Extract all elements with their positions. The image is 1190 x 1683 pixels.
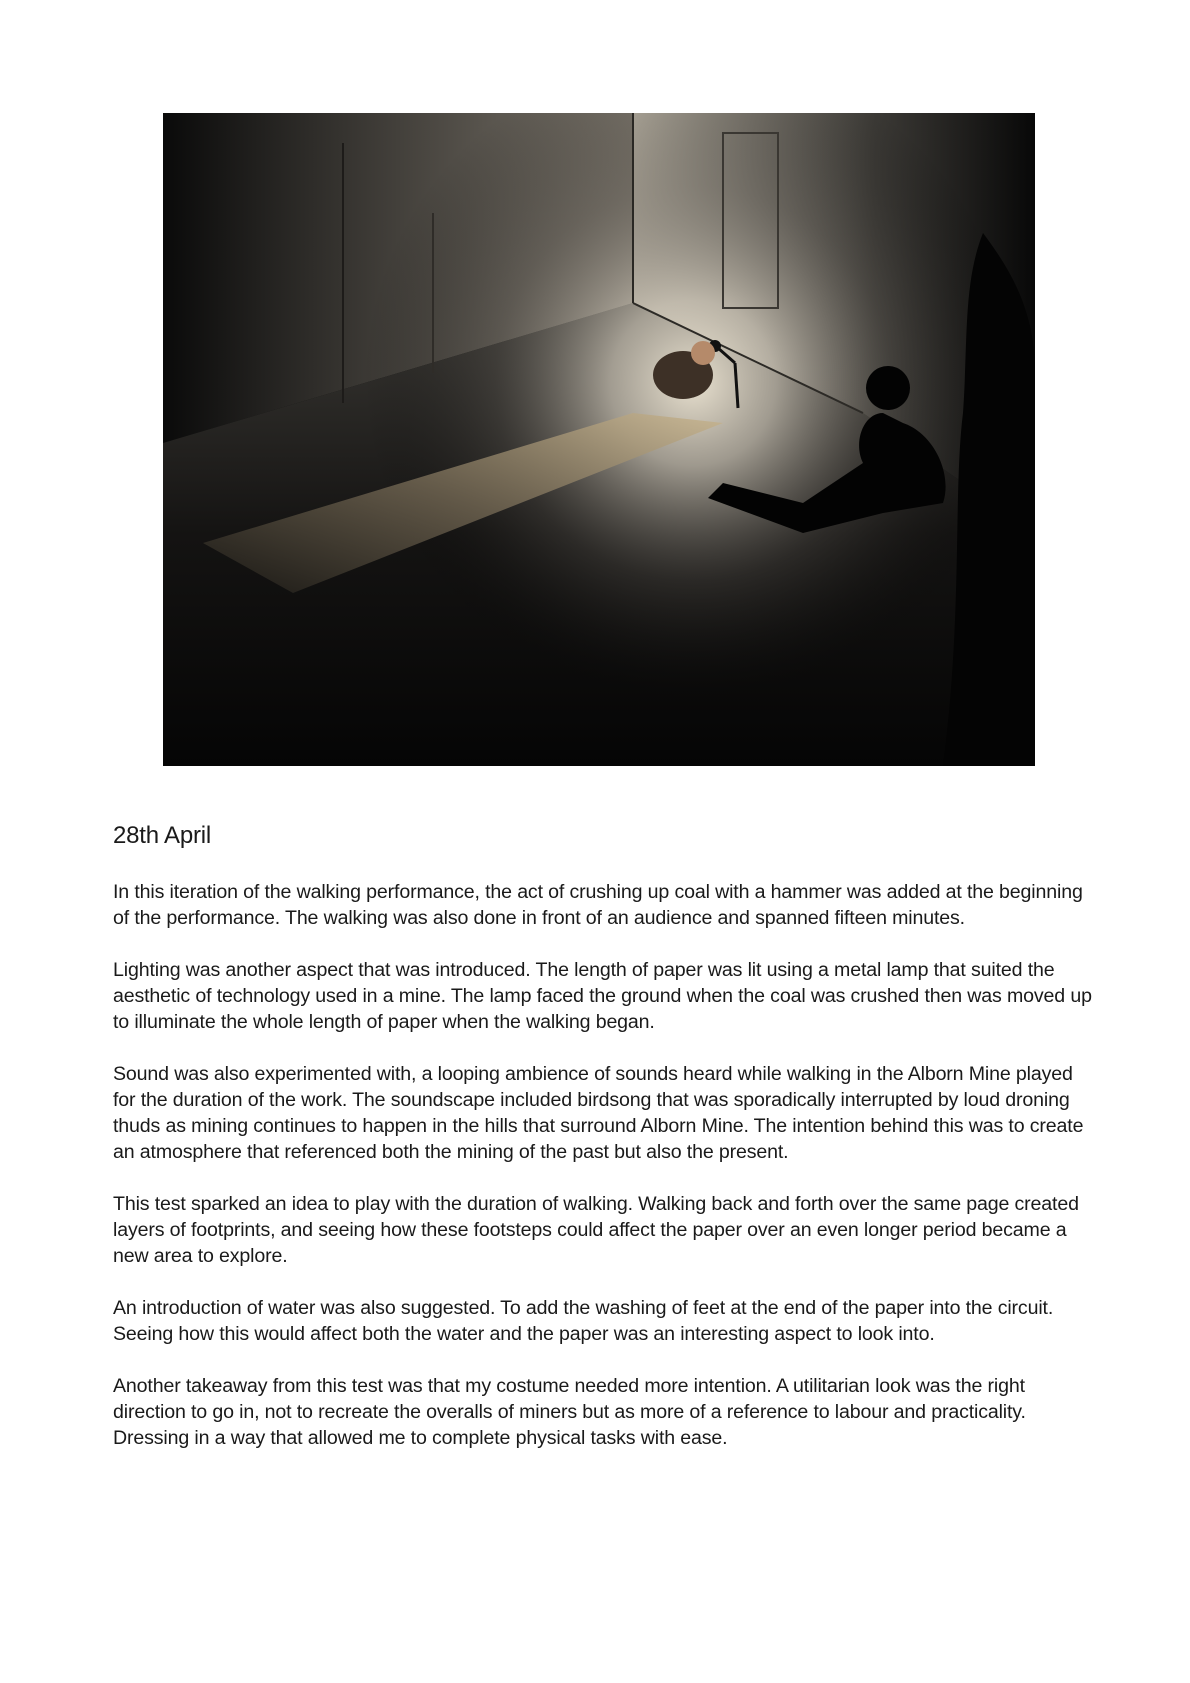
entry-paragraph: This test sparked an idea to play with the duration of walking. Walking back and forth over the same page created layers of footprints, and seeing how these footsteps could affect the paper over an even longer period became a new area to explore. [113, 1192, 1079, 1267]
entry-paragraph: Sound was also experimented with, a looping ambience of sounds heard while walking in the Alborn Mine played for the duration of the work. The soundscape included birdsong that was sporadically interrupted by loud droning thuds as mining continues to happen in the hills that surround Alborn Mine. The intention behind this was to create an atmosphere that referenced both the mining of the past but also the present. [113, 1062, 1084, 1163]
entry-paragraph: An introduction of water was also suggested. To add the washing of feet at the end of the paper into the circuit. Seeing how this would affect both the water and the paper was an interesting aspect to look into. [113, 1296, 1054, 1345]
entry-paragraph: Lighting was another aspect that was introduced. The length of paper was lit using a metal lamp that suited the aesthetic of technology used in a mine. The lamp faced the ground when the coal was crushed then was moved up to illuminate the whole length of paper when the walking began. [113, 958, 1092, 1033]
entry-paragraph: In this iteration of the walking performance, the act of crushing up coal with a hammer was added at the beginning of the performance. The walking was also done in front of an audience and spanned fifteen minutes. [113, 880, 1083, 929]
entry-date-heading: 28th April [113, 822, 212, 849]
entry-paragraph: Another takeaway from this test was that my costume needed more intention. A utilitarian look was the right direction to go in, not to recreate the overalls of miners but as more of a reference to labour and practicality. Dressing in a way that allowed me to complete physical tasks with ease. [113, 1374, 1026, 1449]
performance-photo [163, 113, 1035, 766]
performance-photo-illustration [163, 113, 1035, 766]
journal-entry [113, 822, 1093, 1477]
